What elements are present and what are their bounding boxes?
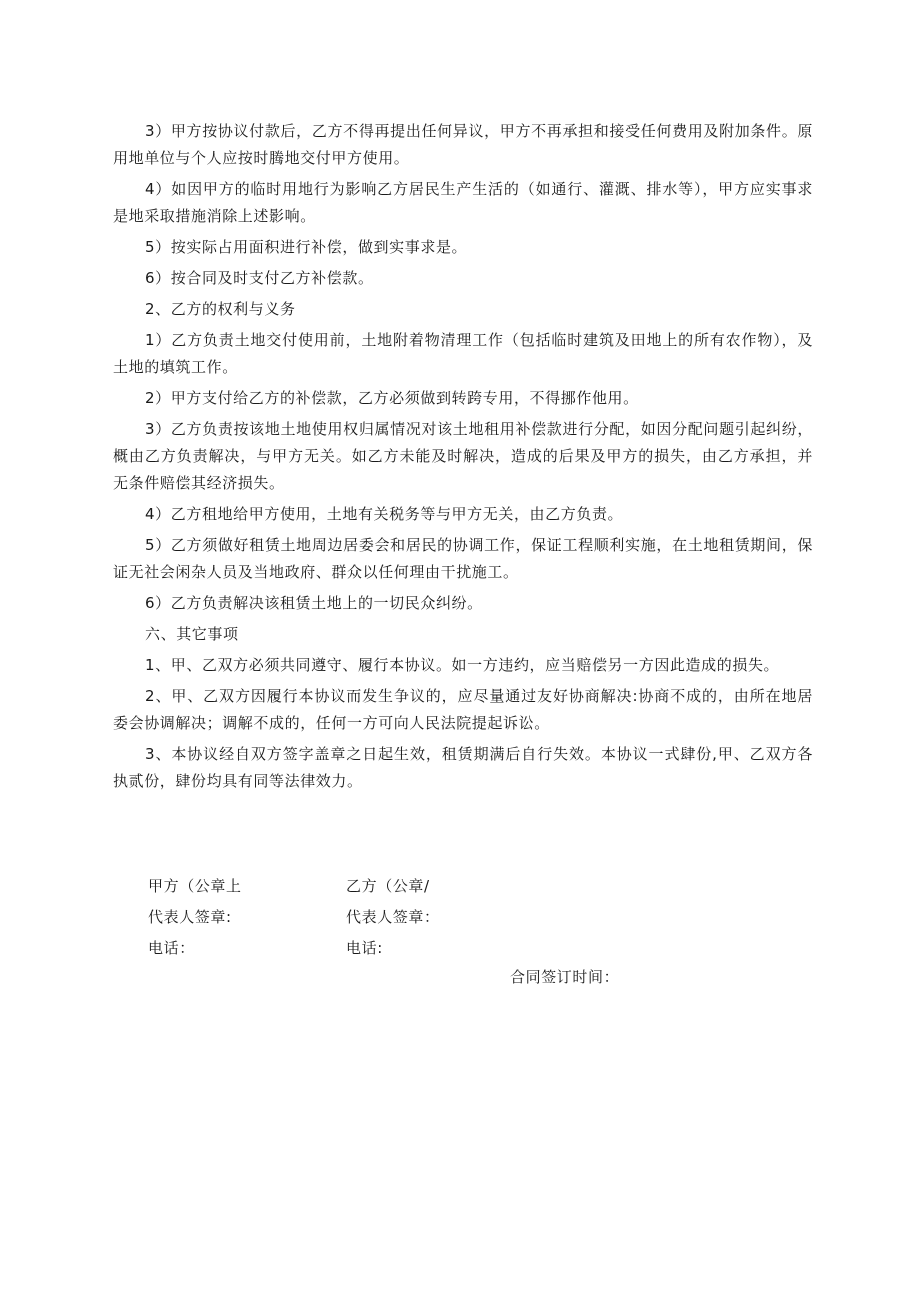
paragraph-party-b-4: 4）乙方租地给甲方使用，土地有关税务等与甲方无关，由乙方负责。 xyxy=(145,505,624,523)
party-a-phone-label: 电话： xyxy=(148,939,195,957)
signature-block xyxy=(148,870,748,963)
signature-row-representative xyxy=(148,901,748,932)
paragraph-party-a-3: 3）甲方按协议付款后，乙方不得再提出任何异议，甲方不再承担和接受任何费用及附加条件。原用地单位与个人应按时腾地交付甲方使用。 xyxy=(113,122,813,167)
paragraph-party-a-5: 5）按实际占用面积进行补偿，做到实事求是。 xyxy=(145,238,468,256)
party-b-phone-label: 电话: xyxy=(346,939,383,957)
party-a-rep-label: 代表人签章: xyxy=(148,908,232,926)
paragraph-party-b-5: 5）乙方须做好租赁土地周边居委会和居民的协调工作，保证工程顺利实施，在土地租赁期间，保证无社会闲杂人员及当地政府、群众以任何理由干扰施工。 xyxy=(113,536,813,581)
paragraph-party-b-6: 6）乙方负责解决该租赁土地上的一切民众纠纷。 xyxy=(145,594,483,612)
party-a-seal-label: 甲方（公章上 xyxy=(148,877,242,895)
paragraph-other-1: 1、甲、乙双方必须共同遵守、履行本协议。如一方违约，应当赔偿另一方因此造成的损失。 xyxy=(145,656,780,674)
paragraph-party-b-3: 3）乙方负责按该地土地使用权归属情况对该土地租用补偿款进行分配，如因分配问题引起纠纷，概由乙方负责解决，与甲方无关。如乙方未能及时解决，造成的后果及甲方的损失，由乙方承担，并无条件赔偿其经济损失。 xyxy=(113,420,813,492)
paragraph-party-a-4: 4）如因甲方的临时用地行为影响乙方居民生产生活的（如通行、灌溉、排水等），甲方应实事求是地采取措施消除上述影响。 xyxy=(113,180,813,225)
paragraph-party-b-1: 1）乙方负责土地交付使用前，土地附着物清理工作（包括临时建筑及田地上的所有农作物），及土地的填筑工作。 xyxy=(113,331,813,376)
paragraph-other-3: 3、本协议经自双方签字盖章之日起生效，租赁期满后自行失效。本协议一式肆份,甲、乙双方各执贰份，肆份均具有同等法律效力。 xyxy=(113,745,813,790)
section-heading-party-b: 2、乙方的权利与义务 xyxy=(145,300,296,318)
sign-date-label: 合同签订时间： xyxy=(510,968,620,986)
signature-row-phone xyxy=(148,932,748,963)
signature-row-seal xyxy=(148,870,748,901)
agreement-body xyxy=(113,118,813,799)
party-b-rep-label: 代表人签章： xyxy=(346,908,440,926)
section-heading-other-matters: 六、其它事项 xyxy=(145,625,239,643)
party-b-seal-label: 乙方（公章/ xyxy=(346,877,430,895)
paragraph-party-b-2: 2）甲方支付给乙方的补偿款，乙方必须做到转跨专用，不得挪作他用。 xyxy=(145,389,639,407)
paragraph-other-2: 2、甲、乙双方因履行本协议而发生争议的，应尽量通过友好协商解决:协商不成的，由所在地居委会协调解决；调解不成的，任何一方可向人民法院提起诉讼。 xyxy=(113,687,813,732)
paragraph-party-a-6: 6）按合同及时支付乙方补偿款。 xyxy=(145,269,374,287)
